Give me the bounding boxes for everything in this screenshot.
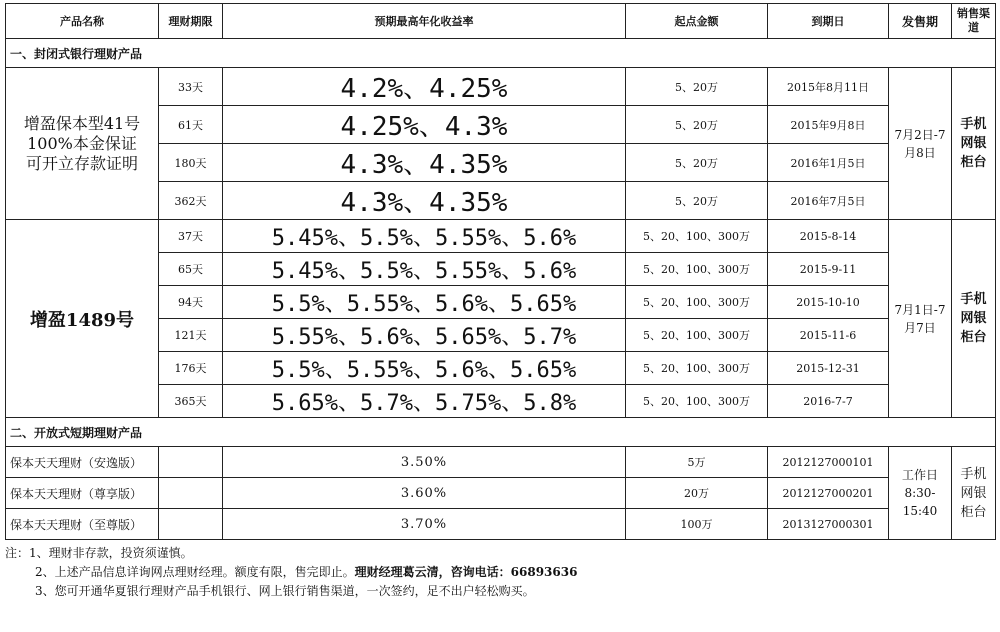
amount-cell: 5、20、100、300万 <box>626 286 768 319</box>
term-cell: 65天 <box>159 253 223 286</box>
rate-cell: 5.45%、5.5%、5.55%、5.6% <box>223 253 626 286</box>
notes <box>5 544 995 601</box>
term-cell: 61天 <box>159 106 223 144</box>
table-row <box>6 478 996 509</box>
rate-cell: 4.25%、4.3% <box>223 106 626 144</box>
sale-period-cell: 7月2日-7月8日 <box>889 68 952 220</box>
col-header-sale-period: 发售期 <box>889 4 952 39</box>
sale-period-line: 工作日 <box>901 468 938 482</box>
product-name-line: 增盈保本型41号 <box>23 113 141 133</box>
section-row <box>6 39 996 68</box>
sale-period-cell: 7月1日-7月7日 <box>889 220 952 418</box>
product-name-cell <box>6 68 159 220</box>
rate-cell: 5.65%、5.7%、5.75%、5.8% <box>223 385 626 418</box>
product-name-cell: 保本天天理财（安逸版） <box>6 447 159 478</box>
product-code-cell: 2012127000201 <box>768 478 889 509</box>
due-date-cell: 2016年1月5日 <box>768 144 889 182</box>
rate-cell: 5.55%、5.6%、5.65%、5.7% <box>223 319 626 352</box>
contact-info: 理财经理葛云清，咨询电话：66893636 <box>354 565 578 579</box>
term-cell: 121天 <box>159 319 223 352</box>
amount-cell: 100万 <box>626 509 768 540</box>
sale-period-cell <box>889 447 952 540</box>
amount-cell: 5、20、100、300万 <box>626 319 768 352</box>
amount-cell: 5、20万 <box>626 182 768 220</box>
note-line-3: 3、您可开通华夏银行理财产品手机银行、网上银行销售渠道，一次签约，足不出户轻松购买。 <box>35 584 535 598</box>
section-title-open: 二、开放式短期理财产品 <box>6 418 996 447</box>
amount-cell: 5、20、100、300万 <box>626 352 768 385</box>
product-code-cell: 2013127000301 <box>768 509 889 540</box>
rate-cell: 3.50% <box>223 447 626 478</box>
table-row <box>6 447 996 478</box>
rate-cell: 4.2%、4.25% <box>223 68 626 106</box>
amount-cell: 5、20、100、300万 <box>626 253 768 286</box>
channel-cell: 手机网银柜台 <box>952 447 996 540</box>
product-name-line: 100%本金保证 <box>27 133 137 153</box>
rate-cell: 5.5%、5.55%、5.6%、5.65% <box>223 286 626 319</box>
product-code-cell: 2012127000101 <box>768 447 889 478</box>
channel-cell: 手机网银柜台 <box>952 68 996 220</box>
amount-cell: 5万 <box>626 447 768 478</box>
term-cell: 362天 <box>159 182 223 220</box>
due-date-cell: 2016-7-7 <box>768 385 889 418</box>
term-cell: 33天 <box>159 68 223 106</box>
col-header-due-date: 到期日 <box>768 4 889 39</box>
term-cell <box>159 447 223 478</box>
product-name-line: 可开立存款证明 <box>25 153 138 173</box>
channel-cell: 手机网银柜台 <box>952 220 996 418</box>
amount-cell: 5、20、100、300万 <box>626 385 768 418</box>
amount-cell: 5、20万 <box>626 144 768 182</box>
term-cell <box>159 509 223 540</box>
section-row <box>6 418 996 447</box>
rate-cell: 5.5%、5.55%、5.6%、5.65% <box>223 352 626 385</box>
product-name-cell: 增盈1489号 <box>6 220 159 418</box>
due-date-cell: 2015年9月8日 <box>768 106 889 144</box>
sale-period-line: 8:30- <box>904 486 936 500</box>
due-date-cell: 2015-9-11 <box>768 253 889 286</box>
col-header-min-amount: 起点金额 <box>626 4 768 39</box>
rate-cell: 5.45%、5.5%、5.55%、5.6% <box>223 220 626 253</box>
table-row <box>6 509 996 540</box>
term-cell: 94天 <box>159 286 223 319</box>
table-row <box>6 220 996 253</box>
due-date-cell: 2015-10-10 <box>768 286 889 319</box>
product-name-cell: 保本天天理财（至尊版） <box>6 509 159 540</box>
due-date-cell: 2016年7月5日 <box>768 182 889 220</box>
table-row <box>6 68 996 106</box>
amount-cell: 5、20万 <box>626 68 768 106</box>
col-header-channel: 销售渠道 <box>952 4 996 39</box>
term-cell: 176天 <box>159 352 223 385</box>
due-date-cell: 2015年8月11日 <box>768 68 889 106</box>
note-line-1: 注：1、理财非存款，投资须谨慎。 <box>5 546 193 560</box>
due-date-cell: 2015-8-14 <box>768 220 889 253</box>
rate-cell: 3.70% <box>223 509 626 540</box>
rate-cell: 4.3%、4.35% <box>223 144 626 182</box>
note-line-2 <box>5 563 995 582</box>
term-cell: 180天 <box>159 144 223 182</box>
due-date-cell: 2015-12-31 <box>768 352 889 385</box>
amount-cell: 20万 <box>626 478 768 509</box>
col-header-name: 产品名称 <box>6 4 159 39</box>
amount-cell: 5、20万 <box>626 106 768 144</box>
note-line-2-text: 2、上述产品信息详询网点理财经理。额度有限，售完即止。 <box>35 565 355 579</box>
section-title-closed: 一、封闭式银行理财产品 <box>6 39 996 68</box>
col-header-rate: 预期最高年化收益率 <box>223 4 626 39</box>
term-cell <box>159 478 223 509</box>
amount-cell: 5、20、100、300万 <box>626 220 768 253</box>
product-name-cell: 保本天天理财（尊享版） <box>6 478 159 509</box>
header-row <box>6 4 996 39</box>
product-table <box>5 3 996 540</box>
term-cell: 365天 <box>159 385 223 418</box>
rate-cell: 4.3%、4.35% <box>223 182 626 220</box>
sale-period-line: 15:40 <box>902 504 938 518</box>
term-cell: 37天 <box>159 220 223 253</box>
due-date-cell: 2015-11-6 <box>768 319 889 352</box>
col-header-term: 理财期限 <box>159 4 223 39</box>
rate-cell: 3.60% <box>223 478 626 509</box>
